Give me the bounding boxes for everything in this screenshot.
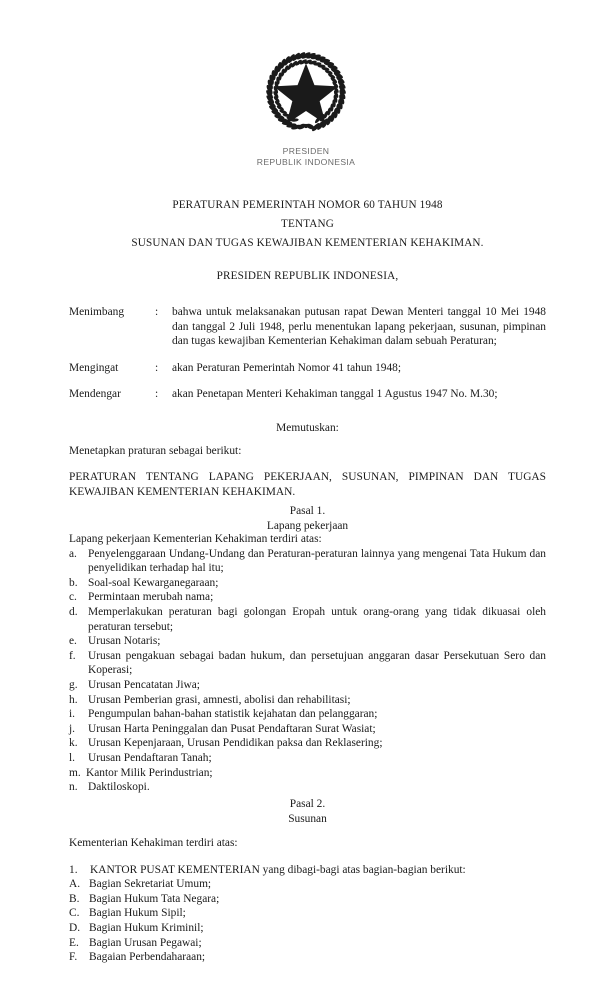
list-item [69, 678, 546, 693]
list-item [69, 736, 546, 751]
emblem-block [0, 44, 612, 168]
list-item [69, 892, 546, 907]
star-wreath-emblem [258, 44, 354, 140]
pasal-1-heading-block [69, 504, 546, 533]
list-item [69, 590, 546, 605]
menetapkan-intro: Menetapkan praturan sebagai berikut: [69, 445, 242, 457]
clause-colon: : [155, 306, 159, 318]
list-marker: n. [69, 781, 78, 794]
list-item [69, 722, 546, 737]
list-marker: D. [69, 921, 81, 934]
list-text: Urusan Notaris; [88, 635, 161, 648]
pasal-2-heading: Pasal 2. [289, 798, 326, 810]
list-marker: h. [69, 693, 78, 706]
pasal-1-subheading: Lapang pekerjaan [266, 519, 349, 532]
list-item [69, 649, 546, 678]
list-text: Bagian Hukum Kriminil; [89, 921, 204, 934]
memutuskan-heading: Memutuskan: [276, 422, 339, 434]
clause-text: akan Peraturan Pemerintah Nomor 41 tahun 1948; [172, 361, 402, 374]
menetapkan-block [69, 444, 546, 499]
list-marker: 1. [69, 863, 78, 876]
list-text: Memperlakukan peraturan bagi golongan Eropah untuk orang-orang yang tidak dikuasai oleh peraturan tersebut; [88, 605, 546, 633]
pasal-1-body [69, 532, 546, 795]
clause-menimbang [69, 305, 546, 349]
pasal-1-intro: Lapang pekerjaan Kementerian Kehakiman terdiri atas: [69, 533, 322, 545]
list-marker: l. [69, 751, 76, 764]
list-text: Urusan Harta Peninggalan dan Pusat Pendaftaran Surat Wasiat; [88, 722, 376, 735]
list-item [69, 877, 546, 892]
list-item [69, 780, 546, 795]
list-item [69, 766, 546, 781]
list-item [69, 921, 546, 936]
list-marker: m. [69, 766, 81, 779]
title-line-3: SUSUNAN DAN TUGAS KEWAJIBAN KEMENTERIAN KEHAKIMAN. [131, 237, 484, 249]
title-line-1: PERATURAN PEMERINTAH NOMOR 60 TAHUN 1948 [172, 199, 443, 211]
list-item [69, 936, 546, 951]
list-text: Bagian Hukum Sipil; [89, 907, 186, 920]
emblem-caption-line1: PRESIDEN [282, 146, 330, 156]
list-marker: a. [69, 547, 77, 560]
list-item [69, 906, 546, 921]
list-text: Pengumpulan bahan-bahan statistik kejahatan dan pelanggaran; [88, 708, 378, 721]
clause-list [69, 305, 546, 402]
clause-mendengar [69, 387, 546, 402]
list-item [69, 547, 546, 576]
list-marker: b. [69, 576, 78, 589]
list-text: Bagaian Perbendaharaan; [89, 951, 206, 964]
list-text: Bagian Sekretariat Umum; [89, 878, 212, 891]
susunan-list [69, 863, 546, 878]
pasal-2-intro: Kementerian Kehakiman terdiri atas: [69, 837, 238, 849]
list-text: Urusan Pendaftaran Tanah; [88, 751, 212, 764]
clause-text: akan Penetapan Menteri Kehakiman tanggal 1 Agustus 1947 No. M.30; [172, 388, 498, 401]
issuing-authority: PRESIDEN REPUBLIK INDONESIA, [216, 270, 399, 282]
pasal-2-heading-block [69, 797, 546, 826]
list-text: Permintaan merubah nama; [88, 591, 214, 604]
list-text: Penyelenggaraan Undang-Undang dan Peraturan-peraturan lainnya yang mengenai Tata Hukum dan penyelidikan terhadap hal itu; [88, 547, 546, 575]
list-marker: f. [69, 649, 76, 662]
clause-colon: : [155, 361, 159, 374]
menetapkan-title: PERATURAN TENTANG LAPANG PEKERJAAN, SUSUNAN, PIMPINAN DAN TUGAS KEWAJIBAN KEMENTERIAN KEHAKIMAN. [69, 471, 546, 498]
pasal-2-subheading: Susunan [288, 812, 327, 825]
list-marker: c. [69, 591, 77, 604]
list-text: Urusan Pemberian grasi, amnesti, abolisi dan rehabilitasi; [88, 693, 351, 706]
clause-mengingat [69, 361, 546, 376]
list-item [69, 863, 546, 878]
emblem-caption [0, 146, 612, 168]
kantor-pusat-sublist [69, 877, 546, 965]
list-marker: d. [69, 605, 78, 618]
clause-colon: : [155, 388, 159, 401]
list-marker: g. [69, 678, 78, 691]
list-marker: B. [69, 892, 80, 905]
list-item [69, 634, 546, 649]
clause-text: bahwa untuk melaksanakan putusan rapat Dewan Menteri tanggal 10 Mei 1948 dan tanggal 2 Juli 1948, perlu menentukan lapang pekerjaan, susunan, pimpinan dan tugas kewajiban Kementerian Kehakiman dalam sebuah Peraturan; [172, 306, 546, 348]
lapang-pekerjaan-list [69, 547, 546, 795]
list-marker: j. [69, 722, 76, 735]
clause-label: Mendengar [69, 388, 121, 401]
list-text: Daktiloskopi. [88, 781, 150, 794]
list-item [69, 707, 546, 722]
document-title-block [69, 196, 546, 253]
list-item [69, 751, 546, 766]
list-item [69, 605, 546, 634]
emblem-caption-line2: REPUBLIK INDONESIA [256, 157, 356, 167]
title-line-2: TENTANG [281, 218, 334, 230]
list-text: Bagian Urusan Pegawai; [89, 936, 202, 949]
list-text: Urusan Kepenjaraan, Urusan Pendidikan paksa dan Reklasering; [88, 737, 383, 750]
list-marker: E. [69, 936, 79, 949]
list-marker: i. [69, 708, 76, 721]
list-marker: F. [69, 951, 78, 964]
list-marker: A. [69, 878, 81, 891]
list-item [69, 950, 546, 965]
clause-label: Mengingat [69, 361, 119, 374]
pasal-2-body [69, 836, 546, 965]
pasal-1-heading: Pasal 1. [289, 505, 326, 517]
list-item [69, 693, 546, 708]
clause-label: Menimbang [69, 306, 125, 318]
list-text: Bagian Hukum Tata Negara; [89, 892, 220, 905]
list-text: KANTOR PUSAT KEMENTERIAN yang dibagi-bagi atas bagian-bagian berikut: [90, 863, 466, 876]
list-text: Urusan Pencatatan Jiwa; [88, 678, 200, 691]
list-text: Soal-soal Kewarganegaraan; [88, 576, 219, 589]
list-marker: e. [69, 635, 77, 648]
list-marker: k. [69, 737, 78, 750]
list-text: Kantor Milik Perindustrian; [86, 766, 213, 779]
list-item [69, 576, 546, 591]
list-marker: C. [69, 907, 80, 920]
list-text: Urusan pengakuan sebagai badan hukum, dan persetujuan anggaran dasar Persekutuan Sero dan Koperasi; [88, 649, 546, 677]
